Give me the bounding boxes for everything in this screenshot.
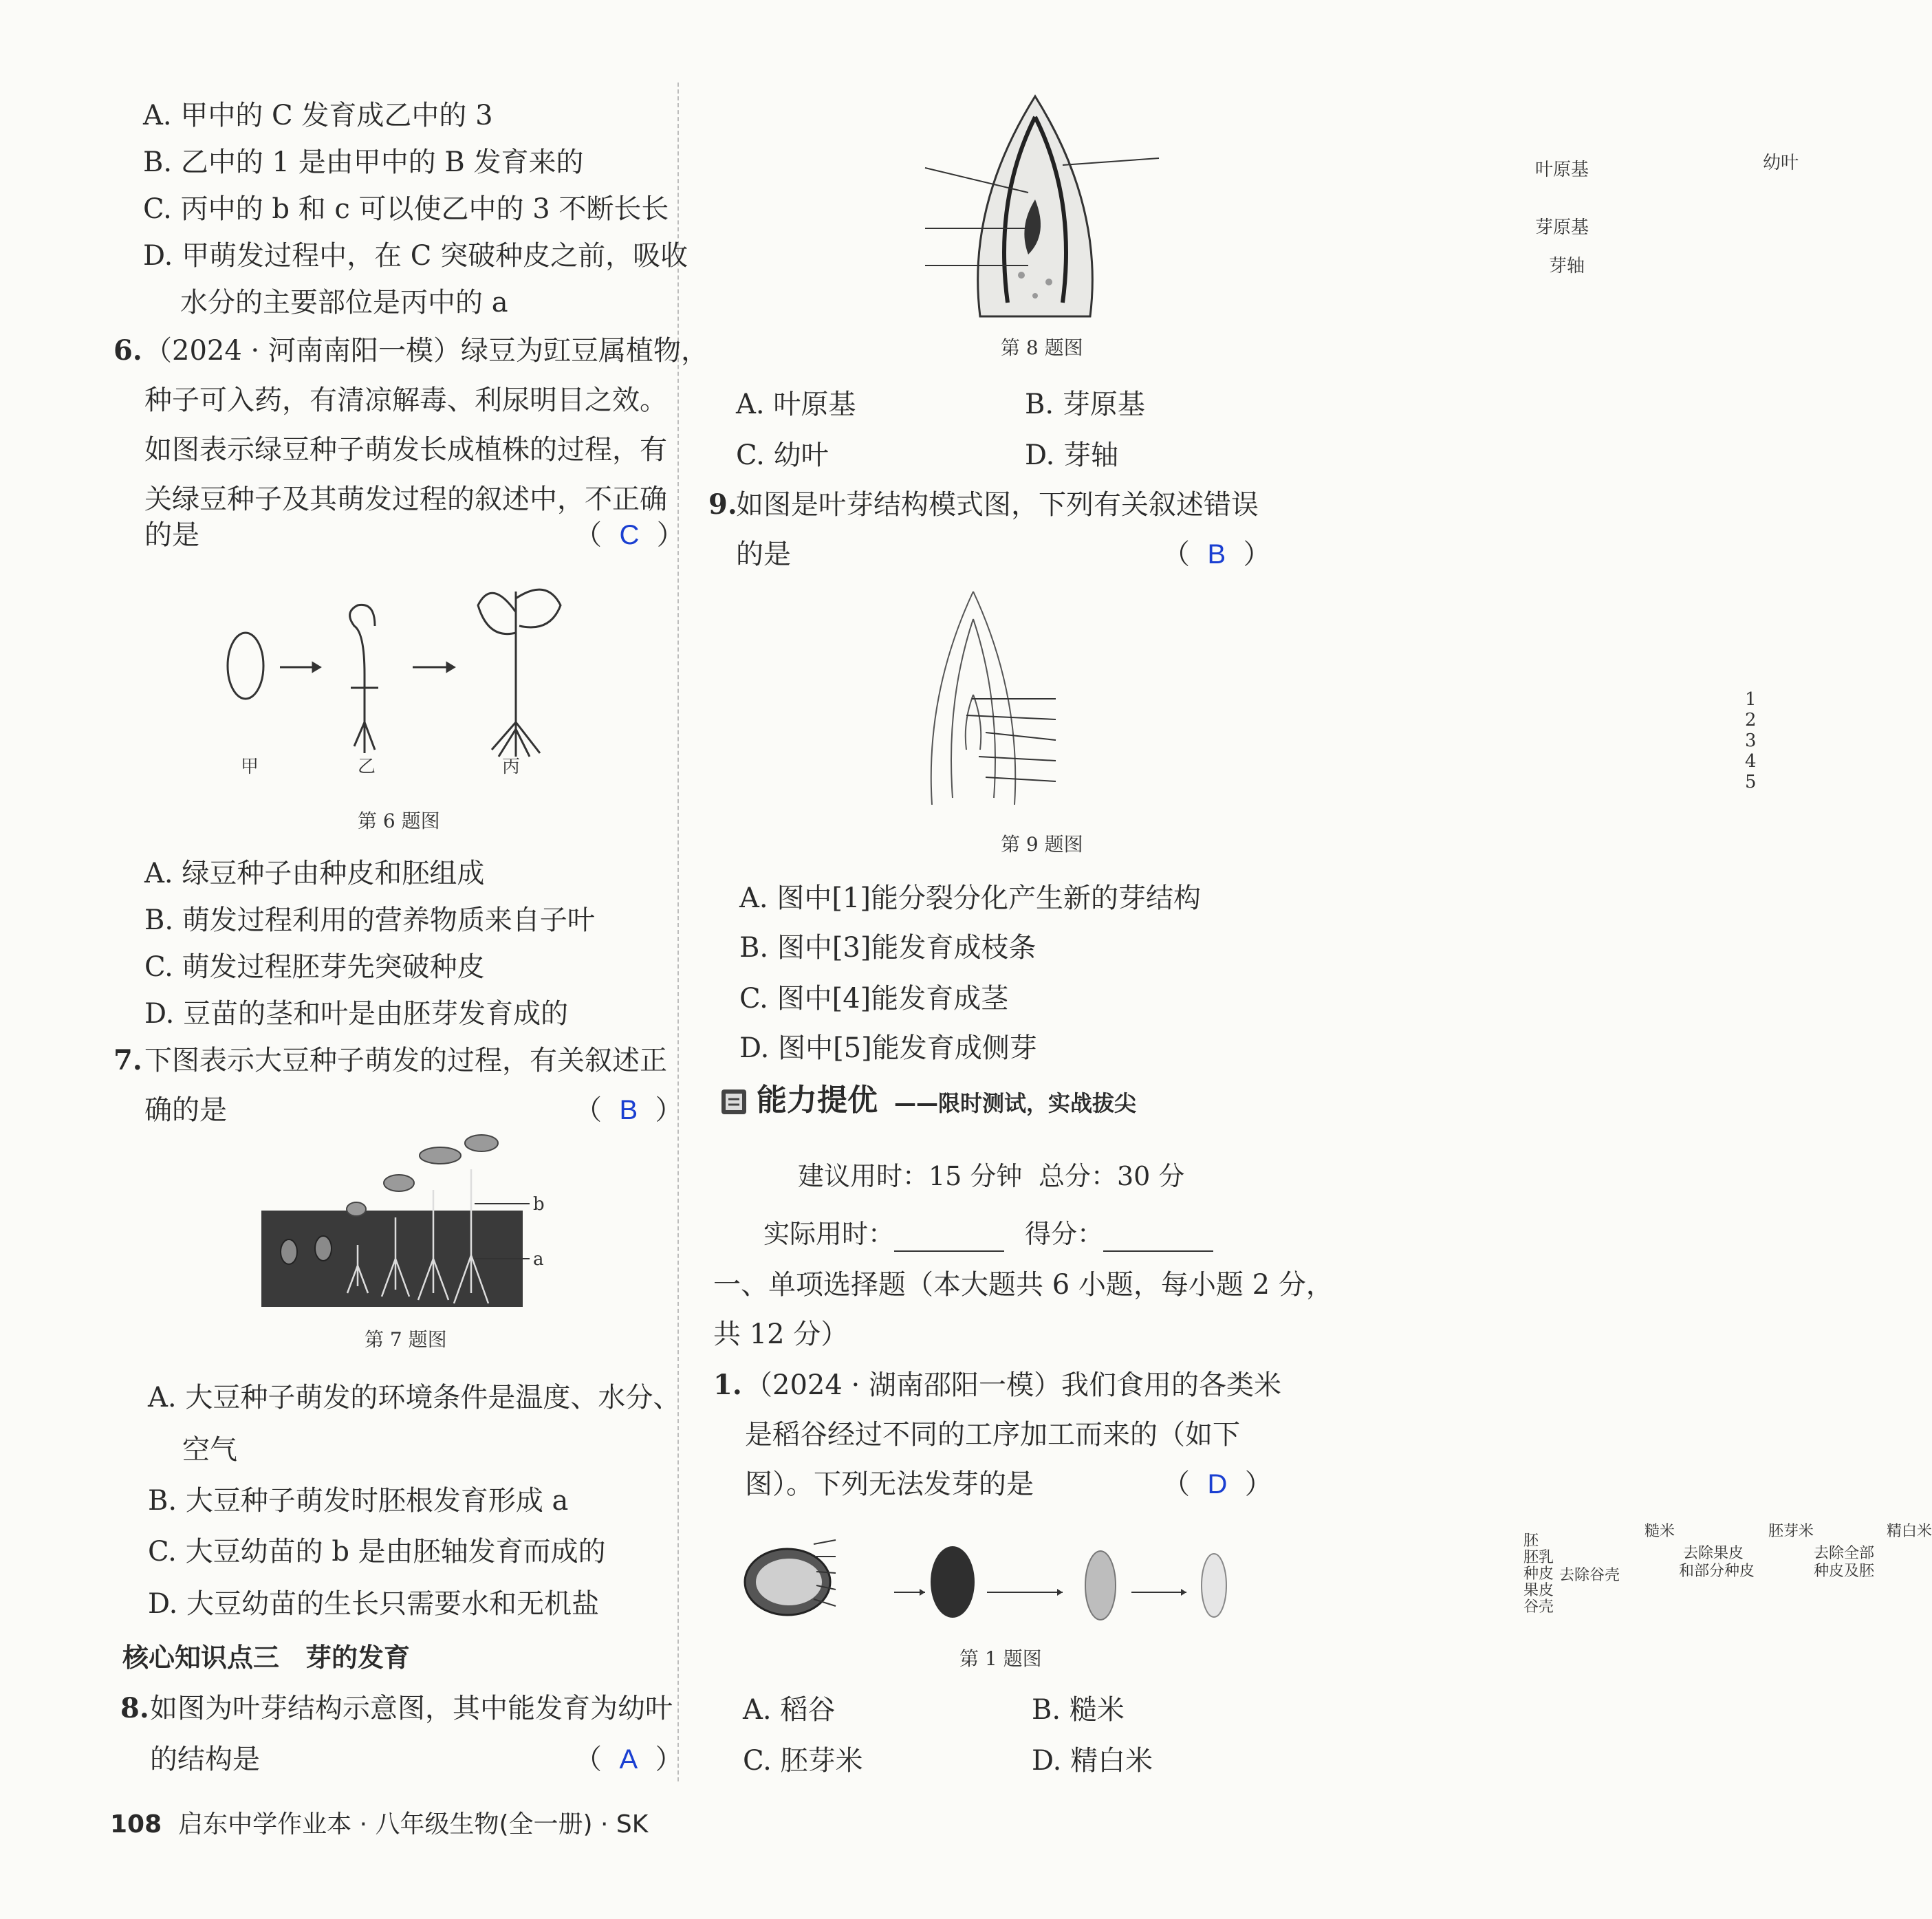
q6-label-bing: 丙 bbox=[502, 757, 521, 777]
p1-number: 1. bbox=[713, 1369, 742, 1401]
q8-label-young-leaf: 幼叶 bbox=[1763, 153, 1799, 173]
p1-line-2: 是稻谷经过不同的工序加工而来的（如下 bbox=[745, 1419, 1240, 1451]
q6-option-c: C. 萌发过程胚芽先突破种皮 bbox=[144, 951, 485, 983]
actual-time-label: 实际用时： bbox=[763, 1219, 895, 1249]
q7-caption: 第 7 题图 bbox=[365, 1328, 447, 1351]
section-heading-bud: 核心知识点三 芽的发育 bbox=[122, 1642, 411, 1673]
q6-option-b: B. 萌发过程利用的营养物质来自子叶 bbox=[144, 904, 595, 936]
suggested-time: 建议用时：15 分钟 bbox=[798, 1161, 1023, 1191]
q7-line-2: 确的是 bbox=[144, 1094, 227, 1126]
q9-option-b: B. 图中[3]能发育成枝条 bbox=[739, 932, 1036, 964]
p1-brown-rice bbox=[931, 1546, 975, 1618]
q9-label-5: 5 bbox=[1745, 772, 1757, 792]
q6-seed-shape bbox=[228, 633, 263, 699]
q8-label-bud-axis: 芽轴 bbox=[1549, 256, 1585, 277]
q9-label-2: 2 bbox=[1745, 710, 1757, 730]
q8-option-c: C. 幼叶 bbox=[736, 440, 829, 471]
p1-answer: （ D ） bbox=[1162, 1468, 1272, 1500]
score-label: 得分： bbox=[1025, 1219, 1104, 1249]
q7-figure bbox=[261, 1128, 550, 1307]
p1-figure bbox=[739, 1530, 1262, 1634]
q6-line-5: 的是 bbox=[144, 519, 199, 551]
score-row bbox=[1025, 1216, 1213, 1252]
q8-label-bud-primordium: 芽原基 bbox=[1535, 217, 1589, 238]
q7-line-1: 下图表示大豆种子萌发的过程，有关叙述正 bbox=[144, 1045, 667, 1076]
q9-answer-letter: B bbox=[1207, 539, 1226, 570]
q8-leader-lines bbox=[925, 151, 1159, 289]
q7-answer-letter: B bbox=[619, 1095, 638, 1125]
q9-line-2: 的是 bbox=[736, 539, 791, 570]
part1-heading-line-2: 共 12 分） bbox=[713, 1319, 849, 1350]
q9-option-c: C. 图中[4]能发育成茎 bbox=[739, 983, 1009, 1015]
p1-step-1: 去除谷壳 bbox=[1559, 1567, 1620, 1584]
q7-number: 7. bbox=[113, 1044, 142, 1076]
p1-option-a: A. 稻谷 bbox=[743, 1694, 836, 1726]
p1-white-rice bbox=[1202, 1554, 1226, 1617]
q9-answer: （ B ） bbox=[1162, 539, 1271, 570]
q9-figure bbox=[898, 592, 1097, 812]
q7-label-b: b bbox=[533, 1194, 545, 1215]
p1-product-white-rice: 精白米 bbox=[1887, 1523, 1932, 1540]
q7-option-a-cont: 空气 bbox=[182, 1434, 237, 1466]
p1-label-seed-coat: 种皮 bbox=[1523, 1565, 1554, 1583]
q8-label-leaf-primordium: 叶原基 bbox=[1535, 160, 1589, 180]
q5-option-c: C. 丙中的 b 和 c 可以使乙中的 3 不断长长 bbox=[143, 193, 669, 225]
q9-line-1: 如图是叶芽结构模式图，下列有关叙述错误 bbox=[736, 489, 1259, 521]
q6-caption: 第 6 题图 bbox=[358, 810, 440, 832]
q8-line-2: 的结构是 bbox=[150, 1744, 260, 1775]
book-title: 启东中学作业本 · 八年级生物(全一册) · SK bbox=[178, 1810, 649, 1839]
q7-answer: （ B ） bbox=[574, 1094, 683, 1126]
q6-number: 6. bbox=[113, 334, 142, 367]
p1-product-brown-rice: 糙米 bbox=[1645, 1523, 1675, 1540]
q7-option-b: B. 大豆种子萌发时胚根发育形成 a bbox=[148, 1485, 569, 1517]
page-number: 108 bbox=[110, 1810, 162, 1839]
q9-label-3: 3 bbox=[1745, 730, 1757, 751]
q6-line-3: 如图表示绿豆种子萌发长成植株的过程，有 bbox=[144, 434, 667, 466]
actual-time-row bbox=[763, 1216, 1004, 1252]
part1-heading-line-1: 一、单项选择题（本大题共 6 小题，每小题 2 分， bbox=[713, 1269, 1334, 1301]
q9-option-d: D. 图中[5]能发育成侧芽 bbox=[739, 1032, 1037, 1064]
q5-option-d: D. 甲萌发过程中，在 C 突破种皮之前，吸收 bbox=[143, 240, 688, 272]
q6-line-2: 种子可入药，有清凉解毒、利尿明目之效。 bbox=[144, 384, 667, 416]
q8-caption: 第 8 题图 bbox=[1001, 336, 1083, 359]
p1-option-b: B. 糙米 bbox=[1032, 1694, 1125, 1726]
q5-option-a: A. 甲中的 C 发育成乙中的 3 bbox=[143, 100, 493, 131]
ability-title: 能力提优 bbox=[757, 1083, 878, 1118]
p1-germ-rice bbox=[1085, 1551, 1116, 1620]
ability-subtitle: ——限时测试，实战拔尖 bbox=[894, 1090, 1137, 1116]
q6-seedling-shape bbox=[350, 605, 375, 722]
q6-option-a: A. 绿豆种子由种皮和胚组成 bbox=[144, 858, 485, 889]
q6-answer-letter: C bbox=[619, 520, 640, 550]
p1-step-3b: 种皮及胚 bbox=[1814, 1563, 1875, 1580]
p1-line-3: 图）。下列无法发芽的是 bbox=[745, 1468, 1034, 1500]
p1-step-2b: 和部分种皮 bbox=[1679, 1563, 1755, 1580]
q8-number: 8. bbox=[120, 1692, 149, 1724]
p1-caption: 第 1 题图 bbox=[959, 1647, 1042, 1670]
q9-option-a: A. 图中[1]能分裂分化产生新的芽结构 bbox=[739, 882, 1201, 914]
q6-label-yi: 乙 bbox=[358, 757, 376, 777]
q6-plant-leaf-right bbox=[516, 589, 561, 627]
q6-line-4: 关绿豆种子及其萌发过程的叙述中，不正确 bbox=[144, 484, 667, 515]
q9-caption: 第 9 题图 bbox=[1001, 833, 1083, 856]
q6-option-d: D. 豆苗的茎和叶是由胚芽发育成的 bbox=[144, 998, 569, 1030]
q7-option-c: C. 大豆幼苗的 b 是由胚轴发育而成的 bbox=[148, 1536, 606, 1568]
q9-bud-outer-left bbox=[931, 592, 973, 805]
q8-answer: （ A ） bbox=[574, 1744, 683, 1775]
p1-step-3a: 去除全部 bbox=[1814, 1545, 1875, 1562]
p1-label-pericarp: 果皮 bbox=[1523, 1582, 1554, 1599]
q5-option-b: B. 乙中的 1 是由甲中的 B 发育来的 bbox=[143, 147, 584, 178]
total-score: 总分：30 分 bbox=[1039, 1161, 1185, 1191]
q6-label-jia: 甲 bbox=[241, 757, 259, 777]
page-footer bbox=[110, 1809, 648, 1841]
p1-product-germ-rice: 胚芽米 bbox=[1768, 1523, 1814, 1540]
p1-label-husk: 谷壳 bbox=[1523, 1598, 1554, 1616]
q5-option-d-cont: 水分的主要部位是丙中的 a bbox=[180, 287, 508, 318]
notebook-icon bbox=[719, 1087, 749, 1117]
actual-time-blank[interactable] bbox=[894, 1223, 1004, 1252]
score-blank[interactable] bbox=[1103, 1223, 1213, 1252]
q9-label-1: 1 bbox=[1745, 689, 1757, 710]
q8-option-d: D. 芽轴 bbox=[1025, 440, 1119, 471]
q8-option-b: B. 芽原基 bbox=[1025, 389, 1145, 420]
q6-plant-leaf-left bbox=[478, 593, 516, 633]
p1-option-c: C. 胚芽米 bbox=[743, 1745, 863, 1777]
q8-answer-letter: A bbox=[619, 1744, 638, 1775]
p1-option-d: D. 精白米 bbox=[1032, 1745, 1153, 1777]
q9-label-4: 4 bbox=[1745, 751, 1757, 772]
q7-option-a: A. 大豆种子萌发的环境条件是温度、水分、 bbox=[148, 1382, 681, 1413]
q8-option-a: A. 叶原基 bbox=[736, 389, 856, 420]
q8-line-1: 如图为叶芽结构示意图，其中能发育为幼叶 bbox=[150, 1693, 673, 1724]
q6-line-1: （2024 · 河南南阳一模）绿豆为豇豆属植物， bbox=[144, 335, 708, 367]
q7-option-d: D. 大豆幼苗的生长只需要水和无机盐 bbox=[148, 1588, 600, 1620]
q6-figure bbox=[217, 550, 574, 757]
q7-label-a: a bbox=[533, 1249, 544, 1270]
p1-line-1: （2024 · 湖南邵阳一模）我们食用的各类米 bbox=[745, 1369, 1281, 1401]
q6-answer: （ C ） bbox=[574, 519, 684, 551]
q9-number: 9. bbox=[708, 488, 737, 521]
p1-step-2a: 去除果皮 bbox=[1683, 1545, 1744, 1562]
p1-label-endosperm: 胚乳 bbox=[1523, 1549, 1554, 1566]
p1-answer-letter: D bbox=[1207, 1469, 1228, 1499]
p1-label-embryo: 胚 bbox=[1523, 1532, 1539, 1550]
